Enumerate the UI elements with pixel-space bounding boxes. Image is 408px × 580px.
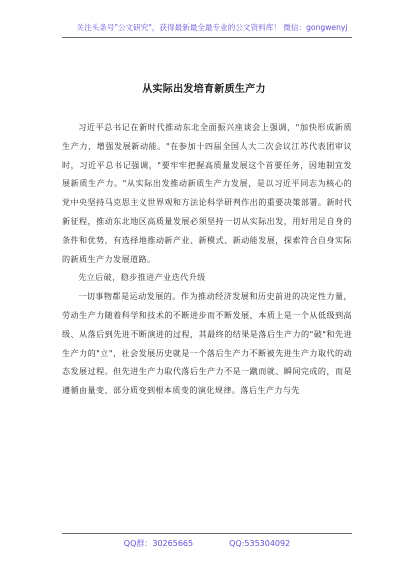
section-heading: 先立后破，稳步推进产业迭代升级 xyxy=(78,272,206,283)
header-divider xyxy=(62,37,352,38)
document-title: 从实际出发培育新质生产力 xyxy=(142,84,266,95)
footer-qq-number: QQ:535304092 xyxy=(229,539,291,548)
footer-qq-group: QQ群：30265665 xyxy=(123,539,194,548)
footer-contacts xyxy=(62,538,352,549)
header-banner: 关注头条号"公文研究"，获得最新最全最专业的公文资料库！ 微信：gongwenyj xyxy=(76,23,348,32)
body-paragraph: 习近平总书记在新时代推动东北全面振兴座谈会上强调，"加快形成新质生产力，增强发展新动能。"在参加十四届全国人大二次会议江苏代表团审议时，习近平总书记强调，"要牢牢把握高质量发展这个首要任务，因地制宜发展新质生产力。"从实际出发推动新质生产力发展，是以习近平同志为核心的党中央坚持马克思主义世界观和方法论科学研判作出的重要决策部署。新时代新征程，推动东北地区高质量发展必须坚持一切从实际出发，用好用足自身的条件和优势，有选择地推动新产业、新模式、新动能发展，探索符合自身实际的新质生产力发展道路。 xyxy=(62,122,352,264)
document-body xyxy=(62,118,352,400)
footer-divider xyxy=(62,533,352,534)
body-paragraph: 一切事物都是运动发展的。作为推动经济发展和历史前进的决定性力量，劳动生产力随着科学和技术的不断进步而不断发展，本质上是一个从低级到高级、从落后到先进不断演进的过程，其最终的结果是落后生产力的"破"和先进生产力的"立"，社会发展历史就是一个落后生产力不断被先进生产力取代的动态发展过程。但先进生产力取代落后生产力不是一蹴而就、瞬间完成的，而是遵循由量变、部分质变到根本质变的演化规律。落后生产力与先 xyxy=(62,291,352,396)
